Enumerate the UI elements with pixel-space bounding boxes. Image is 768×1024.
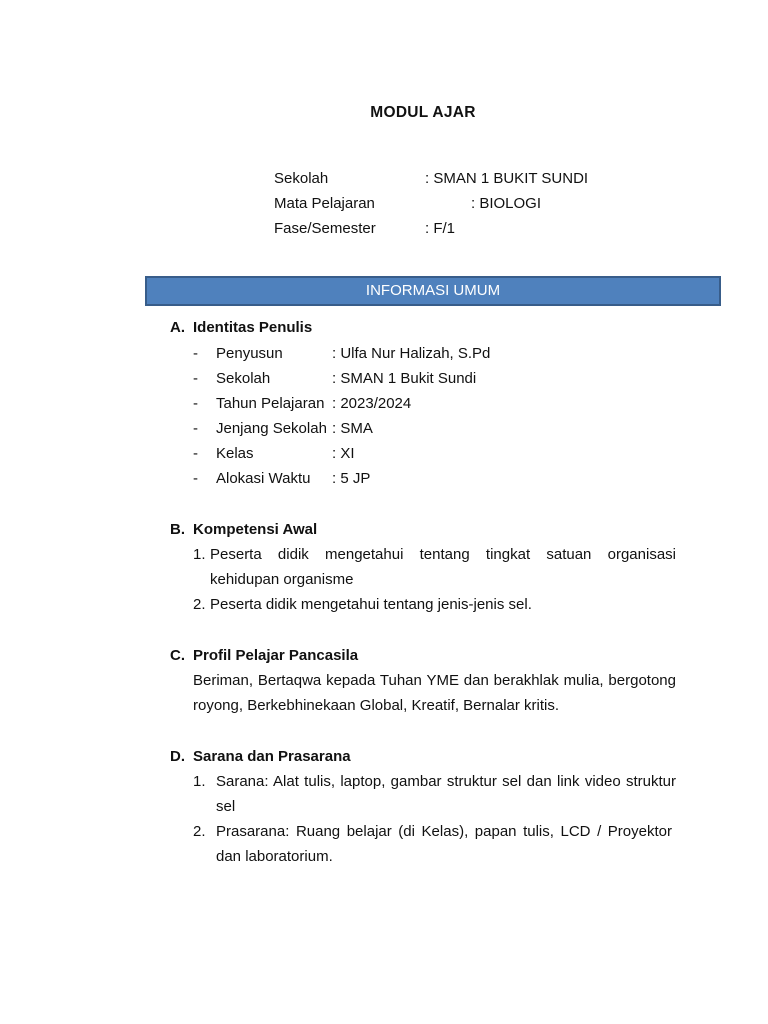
facility-item: Prasarana: Ruang belajar (di Kelas), papan tulis, LCD / Proyektor dan laboratorium. <box>216 823 672 866</box>
identity-value: : 2023/2024 <box>332 395 412 412</box>
pancasila-profile-text: Beriman, Bertaqwa kepada Tuhan YME dan berakhlak mulia, bergotong royong, Berkebhinekaan Global, Kreatif, Bernalar kritis. <box>193 672 676 715</box>
document-title: MODUL AJAR <box>370 104 476 121</box>
identity-label: Kelas <box>216 445 254 462</box>
list-dash: - <box>193 345 198 362</box>
list-number: 1. <box>193 546 206 563</box>
identity-value: : SMA <box>332 420 373 437</box>
list-number: 1. <box>193 773 206 790</box>
section-banner: INFORMASI UMUM <box>145 276 721 306</box>
header-label-phase: Fase/Semester <box>274 220 376 237</box>
identity-label: Penyusun <box>216 345 283 362</box>
header-label-school: Sekolah <box>274 170 329 187</box>
header-value-school: : SMAN 1 BUKIT SUNDI <box>425 170 589 187</box>
competency-item: Peserta didik mengetahui tentang jenis-jenis sel. <box>210 596 532 613</box>
identity-label: Tahun Pelajaran <box>216 395 325 412</box>
list-dash: - <box>193 370 198 387</box>
identity-label: Sekolah <box>216 370 271 387</box>
list-number: 2. <box>193 823 206 840</box>
header-value-phase: : F/1 <box>425 220 456 237</box>
list-dash: - <box>193 420 198 437</box>
list-dash: - <box>193 470 198 487</box>
section-a-letter: A. <box>170 319 185 336</box>
identity-value: : Ulfa Nur Halizah, S.Pd <box>332 345 491 362</box>
header-label-subject: Mata Pelajaran <box>274 195 375 212</box>
identity-value: : XI <box>332 445 355 462</box>
list-dash: - <box>193 395 198 412</box>
list-number: 2. <box>193 596 206 613</box>
list-dash: - <box>193 445 198 462</box>
section-b-letter: B. <box>170 521 185 538</box>
identity-label: Alokasi Waktu <box>216 470 311 487</box>
header-value-subject: : BIOLOGI <box>471 195 542 212</box>
section-a-heading: Identitas Penulis <box>193 319 313 336</box>
competency-item: Peserta didik mengetahui tentang tingkat satuan organisasi kehidupan organisme <box>210 546 676 589</box>
identity-label: Jenjang Sekolah <box>216 420 327 437</box>
section-b-heading: Kompetensi Awal <box>193 521 318 538</box>
section-d-heading: Sarana dan Prasarana <box>193 748 351 765</box>
section-c-heading: Profil Pelajar Pancasila <box>193 647 359 664</box>
section-d-letter: D. <box>170 748 185 765</box>
section-c-letter: C. <box>170 647 185 664</box>
identity-value: : 5 JP <box>332 470 371 487</box>
identity-value: : SMAN 1 Bukit Sundi <box>332 370 477 387</box>
facility-item: Sarana: Alat tulis, laptop, gambar struktur sel dan link video struktur sel <box>216 773 676 816</box>
